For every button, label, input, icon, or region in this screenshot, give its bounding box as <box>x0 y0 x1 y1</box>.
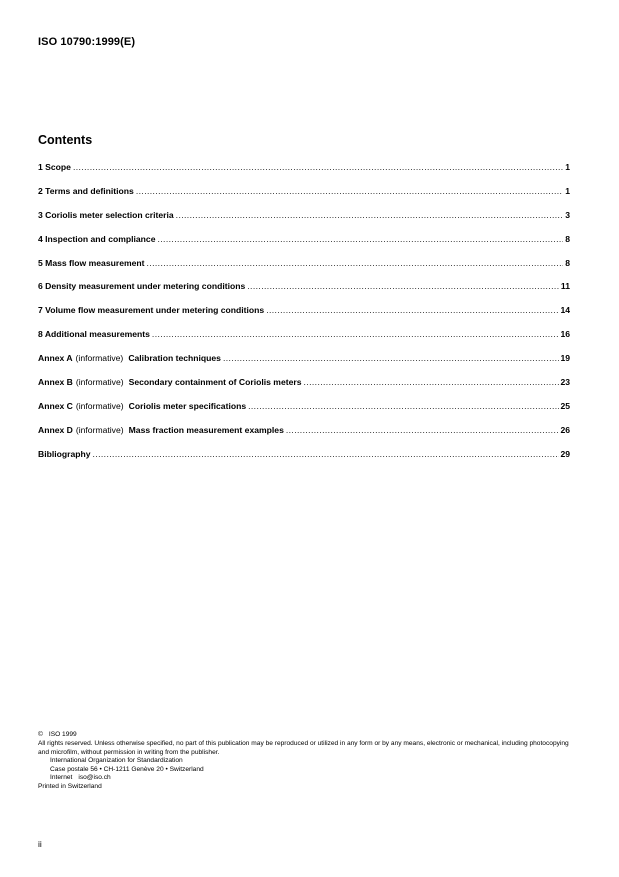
toc-entry-page: 1 <box>565 162 570 172</box>
internet-line <box>38 774 578 782</box>
toc-annex-title: Coriolis meter specifications <box>128 400 247 411</box>
toc-entry-page: 16 <box>560 329 570 340</box>
toc-entry-selection-criteria[interactable] <box>38 208 570 232</box>
toc-entry-annex-b[interactable] <box>38 375 570 399</box>
toc-entry-page: 8 <box>565 233 570 244</box>
page-number: ii <box>38 839 42 849</box>
toc-annex-qualifier: (informative) <box>75 353 124 364</box>
organization-name: International Organization for Standardization <box>50 757 183 765</box>
toc-leader-dots <box>157 232 563 246</box>
toc-leader-dots <box>176 208 563 222</box>
rights-statement: All rights reserved. Unless otherwise specified, no part of this publication may be reproduced or utilized in any form or by any means, electronic or mechanical, including photocopying and microfilm, without permission in writing from the publisher. <box>38 740 569 756</box>
toc-leader-dots <box>304 375 560 389</box>
toc-entry-mass-flow[interactable] <box>38 256 570 280</box>
toc-leader-dots <box>286 423 560 437</box>
toc-annex-label: Annex B <box>38 377 73 388</box>
toc-leader-dots <box>136 184 563 198</box>
toc-entry-annex-d[interactable] <box>38 423 570 447</box>
toc-entry-page: 29 <box>560 448 570 459</box>
toc-annex-qualifier: (informative) <box>75 377 124 388</box>
toc-annex-label: Annex D <box>38 424 73 435</box>
toc-entry-page: 11 <box>560 281 570 292</box>
toc-entry-label: 4 Inspection and compliance <box>38 233 156 244</box>
toc-leader-dots <box>93 447 560 461</box>
toc-entry-page: 3 <box>565 209 570 220</box>
toc-entry-annex-c[interactable] <box>38 399 570 423</box>
toc-entry-label: Bibliography <box>38 448 91 459</box>
toc-annex-title: Mass fraction measurement examples <box>128 424 284 435</box>
toc-leader-dots <box>223 351 559 365</box>
postal-address: Case postale 56 • CH-1211 Genève 20 • Switzerland <box>50 765 204 773</box>
toc-leader-dots <box>247 279 560 293</box>
toc-annex-title: Secondary containment of Coriolis meters <box>128 377 302 388</box>
toc-leader-dots <box>147 256 563 270</box>
internet-email[interactable]: iso@iso.ch <box>78 774 111 782</box>
toc-entry-page: 25 <box>560 400 570 411</box>
toc-leader-dots <box>73 160 563 174</box>
printed-location: Printed in Switzerland <box>38 783 102 791</box>
toc-entry-label: 7 Volume flow measurement under metering conditions <box>38 305 265 316</box>
copyright-line <box>38 731 578 739</box>
toc-entry-inspection[interactable] <box>38 232 570 256</box>
copyright-notice <box>38 731 578 792</box>
toc-entry-additional[interactable] <box>38 327 570 351</box>
toc-entry-page: 23 <box>560 377 570 388</box>
table-of-contents <box>38 160 570 471</box>
toc-annex-qualifier: (informative) <box>75 424 124 435</box>
toc-entry-label: 5 Mass flow measurement <box>38 257 145 268</box>
toc-entry-bibliography[interactable] <box>38 447 570 471</box>
copyright-text: ISO 1999 <box>48 731 77 738</box>
toc-entry-label: 6 Density measurement under metering conditions <box>38 281 246 292</box>
contents-heading: Contents <box>38 133 93 147</box>
toc-entry-density[interactable] <box>38 279 570 303</box>
toc-annex-qualifier: (informative) <box>75 400 124 411</box>
toc-entry-terms[interactable] <box>38 184 570 208</box>
toc-entry-page: 1 <box>565 185 570 196</box>
standard-identifier: ISO 10790:1999(E) <box>38 36 136 48</box>
toc-entry-annex-a[interactable] <box>38 351 570 375</box>
toc-entry-label: 1 Scope <box>38 162 71 172</box>
toc-entry-page: 26 <box>560 424 570 435</box>
toc-entry-label: 2 Terms and definitions <box>38 185 134 196</box>
toc-annex-title: Calibration techniques <box>128 353 221 364</box>
toc-leader-dots <box>248 399 559 413</box>
toc-annex-label: Annex C <box>38 400 73 411</box>
copyright-symbol: © <box>38 731 43 738</box>
toc-leader-dots <box>152 327 560 341</box>
toc-entry-page: 14 <box>560 305 570 316</box>
toc-entry-page: 8 <box>565 257 570 268</box>
toc-entry-scope[interactable] <box>38 160 570 184</box>
toc-annex-label: Annex A <box>38 353 73 364</box>
toc-entry-page: 19 <box>560 353 570 364</box>
toc-leader-dots <box>266 303 559 317</box>
internet-label: Internet <box>50 774 73 782</box>
toc-entry-volume-flow[interactable] <box>38 303 570 327</box>
toc-entry-label: 8 Additional measurements <box>38 329 150 340</box>
toc-entry-label: 3 Coriolis meter selection criteria <box>38 209 174 220</box>
